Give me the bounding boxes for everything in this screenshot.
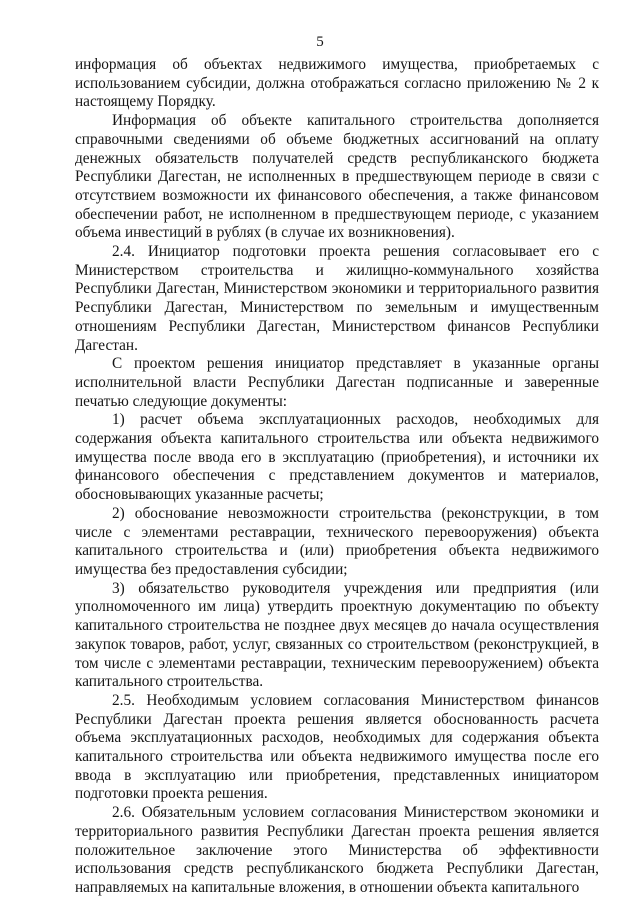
document-body xyxy=(75,56,599,898)
paragraph-2-4: 2.4. Инициатор подготовки проекта решения согласовывает его с Министерством строительства и жилищно-коммунального хозяйства Республики Дагестан, Министерством экономики и территориального развития Республики Дагестан, Министерством по земельным и имущественным отношениям Республики Дагестан, Министерством финансов Республики Дагестан. xyxy=(75,243,599,354)
paragraph-2-5: 2.5. Необходимым условием согласования Министерством финансов Республики Дагестан проекта решения является обоснованность расчета объема эксплуатационных расходов, необходимых для содержания объекта капитального строительства или объекта недвижимого имущества после его ввода в эксплуатацию или приобретения, представленных инициатором подготовки проекта решения. xyxy=(75,691,599,803)
list-item-3: 3) обязательство руководителя учреждения или предприятия (или уполномоченного им лица) утвердить проектную документацию по объекту капитального строительства не позднее двух месяцев до начала осуществления закупок товаров, работ, услуг, связанных со строительством (реконструкцией, в том числе с элементами реставрации, техническим перевооружением) объекта капитального строительства. xyxy=(75,579,599,691)
paragraph-continuation: информация об объектах недвижимого имущества, приобретаемых с использованием субсидии, должна отображаться согласно приложению № 2 к настоящему Порядку. xyxy=(75,56,599,111)
page-number: 5 xyxy=(316,34,324,50)
list-item-2: 2) обоснование невозможности строительства (реконструкции, в том числе с элементами реставрации, технического перевооружения) объекта капитального строительства и (или) приобретения объекта недвижимого имущества без предоставления субсидии; xyxy=(75,504,599,578)
paragraph-2-6: 2.6. Обязательным условием согласования Министерством экономики и территориального развития Республики Дагестан проекта решения является положительное заключение этого Министерства об эффективности использования средств республиканского бюджета Республики Дагестан, направляемых на капитальные вложения, в отношении объекта капитального xyxy=(75,804,599,896)
paragraph-reference-info: Информация об объекте капитального строительства дополняется справочными сведениями об объеме бюджетных ассигнований на оплату денежных обязательств получателей средств республиканского бюджета Республики Дагестан, не исполненных в предшествующем периоде в связи с отсутствием возможности их финансового обеспечения, а также финансовом обеспечении работ, не исполненном в предшествующем периоде, с указанием объема инвестиций в рублях (в случае их возникновения). xyxy=(75,112,599,242)
paragraph-documents-intro: С проектом решения инициатор представляет в указанные органы исполнительной власти Республики Дагестан подписанные и заверенные печатью следующие документы: xyxy=(75,355,599,410)
list-item-1: 1) расчет объема эксплуатационных расходов, необходимых для содержания объекта капитального строительства или объекта недвижимого имущества после ввода его в эксплуатацию (приобретения), и источники их финансового обеспечения с представлением документов и материалов, обосновывающих указанные расчеты; xyxy=(75,411,599,504)
